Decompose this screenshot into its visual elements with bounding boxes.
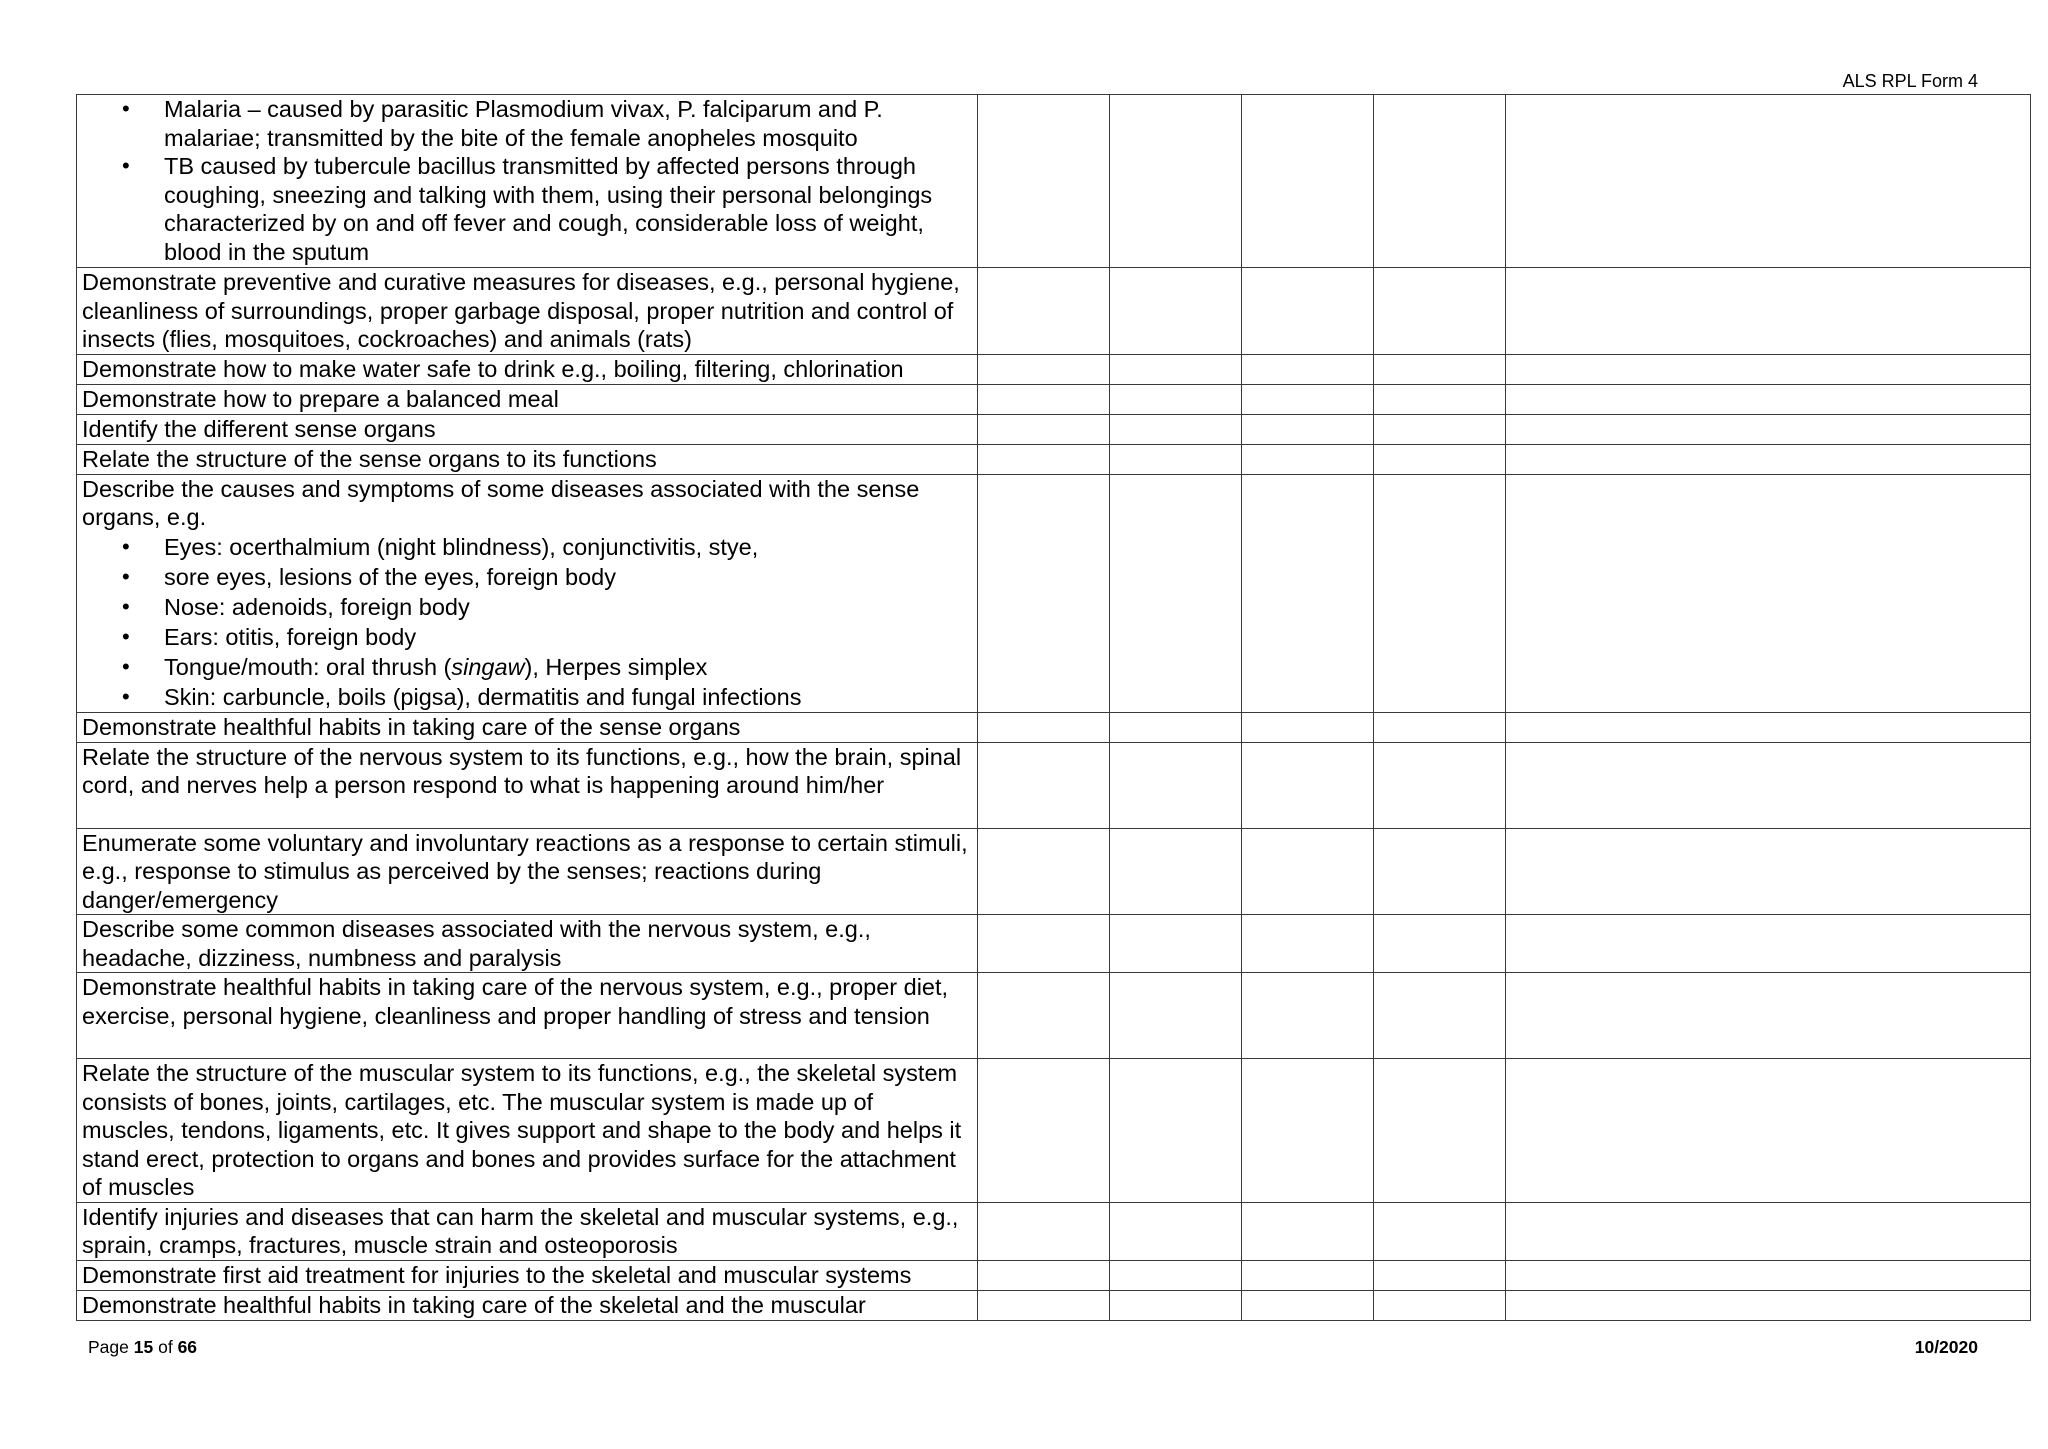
rating-cell <box>1110 742 1242 828</box>
rating-cell <box>1242 1260 1374 1290</box>
rating-cell <box>1242 828 1374 915</box>
list-item <box>164 652 972 682</box>
rating-cell <box>978 1260 1110 1290</box>
rating-cell <box>1110 384 1242 414</box>
competency-cell: Demonstrate how to make water safe to drink e.g., boiling, filtering, chlorination <box>77 354 978 384</box>
rating-cell <box>1110 712 1242 742</box>
rating-cell <box>1242 444 1374 474</box>
rating-cell <box>1110 915 1242 973</box>
competency-cell: Demonstrate first aid treatment for injuries to the skeletal and muscular systems <box>77 1260 978 1290</box>
remarks-cell <box>1506 742 2031 828</box>
rating-cell <box>1374 1260 1506 1290</box>
list-item: • Nose: adenoids, foreign body <box>164 592 972 622</box>
table-row <box>77 1260 2031 1290</box>
remarks-cell <box>1506 444 2031 474</box>
competency-cell: Demonstrate healthful habits in taking care of the sense organs <box>77 712 978 742</box>
remarks-cell <box>1506 354 2031 384</box>
rating-cell <box>1110 444 1242 474</box>
rating-cell <box>1110 973 1242 1059</box>
rating-cell <box>978 712 1110 742</box>
remarks-cell <box>1506 1059 2031 1203</box>
rating-cell <box>1110 414 1242 444</box>
table-row <box>77 268 2031 355</box>
page-word: Page <box>88 1337 129 1357</box>
page-number-footer <box>88 1337 197 1358</box>
form-label: ALS RPL Form 4 <box>1842 71 1978 91</box>
competency-cell <box>77 95 978 268</box>
table-row <box>77 915 2031 973</box>
list-item: • Skin: carbuncle, boils (pigsa), dermatitis and fungal infections <box>164 682 972 712</box>
remarks-cell <box>1506 973 2031 1059</box>
competency-cell: Relate the structure of the nervous system to its functions, e.g., how the brain, spinal cord, and nerves help a person respond to what is happening around him/her <box>77 742 978 828</box>
rating-cell <box>1242 268 1374 355</box>
remarks-cell <box>1506 268 2031 355</box>
rating-cell <box>1374 1059 1506 1203</box>
competency-cell: Demonstrate healthful habits in taking care of the nervous system, e.g., proper diet, exercise, personal hygiene, cleanliness and proper handling of stress and tension <box>77 973 978 1059</box>
rating-cell <box>1374 474 1506 712</box>
list-item-text: ), Herpes simplex <box>524 653 708 680</box>
competency-cell: Enumerate some voluntary and involuntary reactions as a response to certain stimuli, e.g., response to stimulus as perceived by the senses; reactions during danger/emergency <box>77 828 978 915</box>
rating-cell <box>1110 1260 1242 1290</box>
current-page-number: 15 <box>133 1337 154 1357</box>
rating-cell <box>1242 973 1374 1059</box>
competency-cell: Identify injuries and diseases that can harm the skeletal and muscular systems, e.g., sprain, cramps, fractures, muscle strain and osteoporosis <box>77 1202 978 1260</box>
remarks-cell <box>1506 1202 2031 1260</box>
table-row <box>77 384 2031 414</box>
remarks-cell <box>1506 915 2031 973</box>
competency-cell: Relate the structure of the muscular system to its functions, e.g., the skeletal system consists of bones, joints, cartilages, etc. The muscular system is made up of muscles, tendons, ligaments, etc. It gives support and shape to the body and helps it stand erect, protection to organs and bones and provides surface for the attachment of muscles <box>77 1059 978 1203</box>
rating-cell <box>1374 915 1506 973</box>
rating-cell <box>1374 95 1506 268</box>
table-row <box>77 95 2031 268</box>
rating-cell <box>1374 1202 1506 1260</box>
rating-cell <box>1242 95 1374 268</box>
competency-table <box>76 94 2031 1321</box>
rating-cell <box>1110 1202 1242 1260</box>
rating-cell <box>1374 354 1506 384</box>
rating-cell <box>978 268 1110 355</box>
remarks-cell <box>1506 474 2031 712</box>
italic-term: singaw <box>451 653 525 680</box>
row-intro-text: Describe the causes and symptoms of some diseases associated with the sense organs, e.g. <box>82 475 920 530</box>
rating-cell <box>1242 712 1374 742</box>
remarks-cell <box>1506 384 2031 414</box>
competency-cell: Demonstrate preventive and curative measures for diseases, e.g., personal hygiene, cleanliness of surroundings, proper garbage disposal, proper nutrition and control of insects (flies, mosquitoes, cockroaches) and animals (rats) <box>77 268 978 355</box>
list-item: • Ears: otitis, foreign body <box>164 622 972 652</box>
rating-cell <box>1242 474 1374 712</box>
rating-cell <box>1374 828 1506 915</box>
rating-cell <box>1242 742 1374 828</box>
rating-cell <box>978 742 1110 828</box>
remarks-cell <box>1506 95 2031 268</box>
competency-cell: Describe some common diseases associated with the nervous system, e.g., headache, dizziness, numbness and paralysis <box>77 915 978 973</box>
rating-cell <box>1374 742 1506 828</box>
table-row <box>77 973 2031 1059</box>
rating-cell <box>1374 414 1506 444</box>
rating-cell <box>978 915 1110 973</box>
table-row <box>77 742 2031 828</box>
rating-cell <box>978 1059 1110 1203</box>
rating-cell <box>1374 1290 1506 1320</box>
rating-cell <box>978 828 1110 915</box>
competency-cell: Demonstrate healthful habits in taking care of the skeletal and the muscular <box>77 1290 978 1320</box>
table-row <box>77 354 2031 384</box>
rating-cell <box>1242 414 1374 444</box>
form-date: 10/2020 <box>1914 1337 1978 1357</box>
rating-cell <box>978 384 1110 414</box>
table-row <box>77 1202 2031 1260</box>
list-item: • TB caused by tubercule bacillus transmitted by affected persons through coughing, sneezing and talking with them, using their personal belongings characterized by on and off fever and cough, considerable loss of weight, blood in the sputum <box>164 152 972 266</box>
competency-cell: Demonstrate how to prepare a balanced meal <box>77 384 978 414</box>
rating-cell <box>1242 915 1374 973</box>
rating-cell <box>978 95 1110 268</box>
rating-cell <box>1242 1059 1374 1203</box>
table-row <box>77 474 2031 712</box>
remarks-cell <box>1506 1290 2031 1320</box>
list-item: • Malaria – caused by parasitic Plasmodium vivax, P. falciparum and P. malariae; transmitted by the bite of the female anopheles mosquito <box>164 95 972 152</box>
rating-cell <box>1374 973 1506 1059</box>
rating-cell <box>978 1290 1110 1320</box>
table-row <box>77 828 2031 915</box>
of-word: of <box>158 1337 173 1357</box>
rating-cell <box>1110 95 1242 268</box>
total-pages-number: 66 <box>177 1337 198 1357</box>
list-item-text: Tongue/mouth: oral thrush ( <box>164 653 452 680</box>
rating-cell <box>978 354 1110 384</box>
rating-cell <box>1242 1290 1374 1320</box>
rating-cell <box>978 973 1110 1059</box>
rating-cell <box>1242 354 1374 384</box>
table-row <box>77 414 2031 444</box>
rating-cell <box>1242 384 1374 414</box>
remarks-cell <box>1506 828 2031 915</box>
rating-cell <box>978 474 1110 712</box>
rating-cell <box>978 444 1110 474</box>
remarks-cell <box>1506 1260 2031 1290</box>
list-item: • Eyes: ocerthalmium (night blindness), conjunctivitis, stye, <box>164 532 972 562</box>
rating-cell <box>1110 1290 1242 1320</box>
competency-cell: Identify the different sense organs <box>77 414 978 444</box>
rating-cell <box>1374 712 1506 742</box>
rating-cell <box>1374 384 1506 414</box>
rating-cell <box>1110 354 1242 384</box>
rating-cell <box>1110 268 1242 355</box>
table-row <box>77 444 2031 474</box>
rating-cell <box>1110 1059 1242 1203</box>
remarks-cell <box>1506 414 2031 444</box>
rating-cell <box>978 414 1110 444</box>
rating-cell <box>1110 828 1242 915</box>
competency-cell: Relate the structure of the sense organs to its functions <box>77 444 978 474</box>
rating-cell <box>1110 474 1242 712</box>
list-item: • sore eyes, lesions of the eyes, foreign body <box>164 562 972 592</box>
rating-cell <box>1374 444 1506 474</box>
rating-cell <box>1242 1202 1374 1260</box>
competency-cell <box>77 474 978 712</box>
rating-cell <box>978 1202 1110 1260</box>
remarks-cell <box>1506 712 2031 742</box>
rating-cell <box>1374 268 1506 355</box>
table-row <box>77 1290 2031 1320</box>
table-row <box>77 712 2031 742</box>
table-row <box>77 1059 2031 1203</box>
